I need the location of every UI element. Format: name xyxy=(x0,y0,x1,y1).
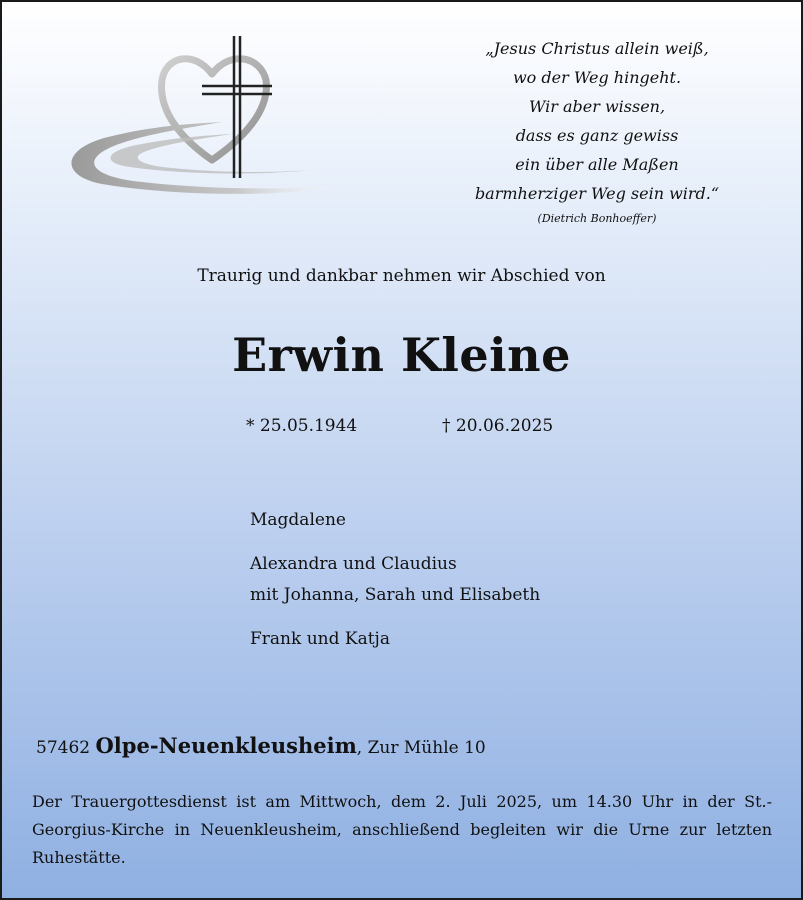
death-date: † 20.06.2025 xyxy=(442,416,554,436)
quote-source: (Dietrich Bonhoeffer) xyxy=(537,212,657,225)
mourner-group xyxy=(250,624,540,655)
birth-date: * 25.05.1944 xyxy=(246,416,358,436)
address-zip: 57462 xyxy=(36,738,91,758)
bible-quote xyxy=(472,34,722,230)
swoosh-inner xyxy=(111,134,312,173)
address xyxy=(36,733,486,758)
quote-line: „Jesus Christus allein weiß, xyxy=(485,39,709,58)
heart-outline xyxy=(162,59,267,160)
mourner-line: Frank und Katja xyxy=(250,629,390,649)
quote-line: Wir aber wissen, xyxy=(528,97,666,116)
address-street: , Zur Mühle 10 xyxy=(356,738,486,758)
mourner-line: mit Johanna, Sarah und Elisabeth xyxy=(250,585,541,605)
quote-line: barmherziger Weg sein wird.“ xyxy=(474,184,720,203)
quote-line: wo der Weg hingeht. xyxy=(512,68,682,87)
mourner-line: Magdalene xyxy=(250,510,346,530)
quote-line: dass es ganz gewiss xyxy=(515,126,679,145)
address-city: Olpe-Neuenkleusheim xyxy=(95,733,357,758)
mourners-list xyxy=(250,505,540,668)
quote-line: ein über alle Maßen xyxy=(515,155,679,174)
intro-text: Traurig und dankbar nehmen wir Abschied von xyxy=(197,266,606,286)
mourner-group xyxy=(250,549,540,611)
service-info: Der Trauergottesdienst ist am Mittwoch, dem 2. Juli 2025, um 14.30 Uhr in der St.-Georgius-Kirche in Neuenkleusheim, anschließend begleiten wir die Urne zur letzten Ruhestätte. xyxy=(32,792,772,867)
mourner-line: Alexandra und Claudius xyxy=(250,554,457,574)
mourner-group xyxy=(250,505,540,536)
deceased-name: Erwin Kleine xyxy=(232,328,571,382)
heart-cross-icon xyxy=(62,30,362,200)
